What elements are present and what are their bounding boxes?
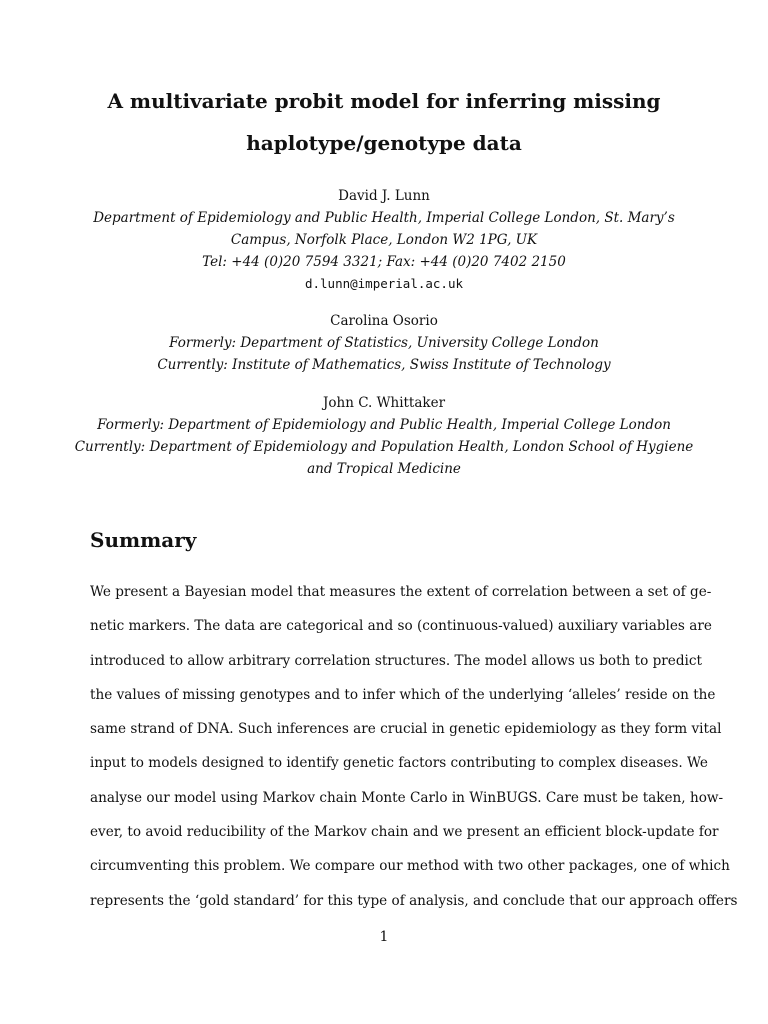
author-block-lunn — [0, 185, 768, 295]
summary-line: represents the ‘gold standard’ for this type of analysis, and conclude that our approach offers — [90, 892, 738, 909]
author-contact: Tel: +44 (0)20 7594 3321; Fax: +44 (0)20 7402 2150 — [202, 254, 566, 270]
summary-line: circumventing this problem. We compare our method with two other packages, one of which — [90, 858, 730, 875]
author-email-link[interactable]: d.lunn@imperial.ac.uk — [304, 276, 464, 291]
author-affiliation: Campus, Norfolk Place, London W2 1PG, UK — [230, 232, 538, 248]
author-affiliation: Formerly: Department of Epidemiology and Public Health, Imperial College London — [97, 417, 671, 433]
author-block-whittaker — [0, 392, 768, 480]
summary-line: ever, to avoid reducibility of the Markov chain and we present an efficient block-update for — [90, 824, 719, 841]
author-affiliation: Department of Epidemiology and Public Health, Imperial College London, St. Mary’s — [93, 210, 675, 226]
summary-line: input to models designed to identify genetic factors contributing to complex diseases. We — [90, 755, 708, 772]
author-affiliation: Currently: Institute of Mathematics, Swiss Institute of Technology — [157, 357, 611, 373]
summary-line: netic markers. The data are categorical and so (continuous-valued) auxiliary variables are — [90, 618, 712, 635]
summary-line: We present a Bayesian model that measures the extent of correlation between a set of ge- — [90, 584, 712, 600]
author-affiliation: Currently: Department of Epidemiology and Population Health, London School of Hygiene — [74, 439, 694, 455]
author-affiliation: and Tropical Medicine — [307, 461, 461, 477]
author-name: John C. Whittaker — [322, 395, 446, 411]
summary-line: same strand of DNA. Such inferences are crucial in genetic epidemiology as they form vital — [90, 721, 722, 738]
summary-paragraph — [90, 581, 738, 924]
author-affiliation: Formerly: Department of Statistics, University College London — [169, 335, 599, 351]
page-number: 1 — [379, 929, 389, 945]
summary-line: the values of missing genotypes and to infer which of the underlying ‘alleles’ reside on the — [90, 686, 716, 703]
summary-line: analyse our model using Markov chain Monte Carlo in WinBUGS. Care must be taken, how- — [90, 789, 724, 806]
author-name: David J. Lunn — [338, 188, 430, 204]
summary-line: introduced to allow arbitrary correlation structures. The model allows us both to predict — [90, 652, 702, 669]
section-heading-summary: Summary — [90, 528, 197, 552]
paper-title-line-1: A multivariate probit model for inferring missing — [107, 89, 661, 113]
author-block-osorio — [0, 310, 768, 376]
author-name: Carolina Osorio — [330, 313, 438, 329]
paper-title-line-2: haplotype/genotype data — [246, 131, 522, 155]
